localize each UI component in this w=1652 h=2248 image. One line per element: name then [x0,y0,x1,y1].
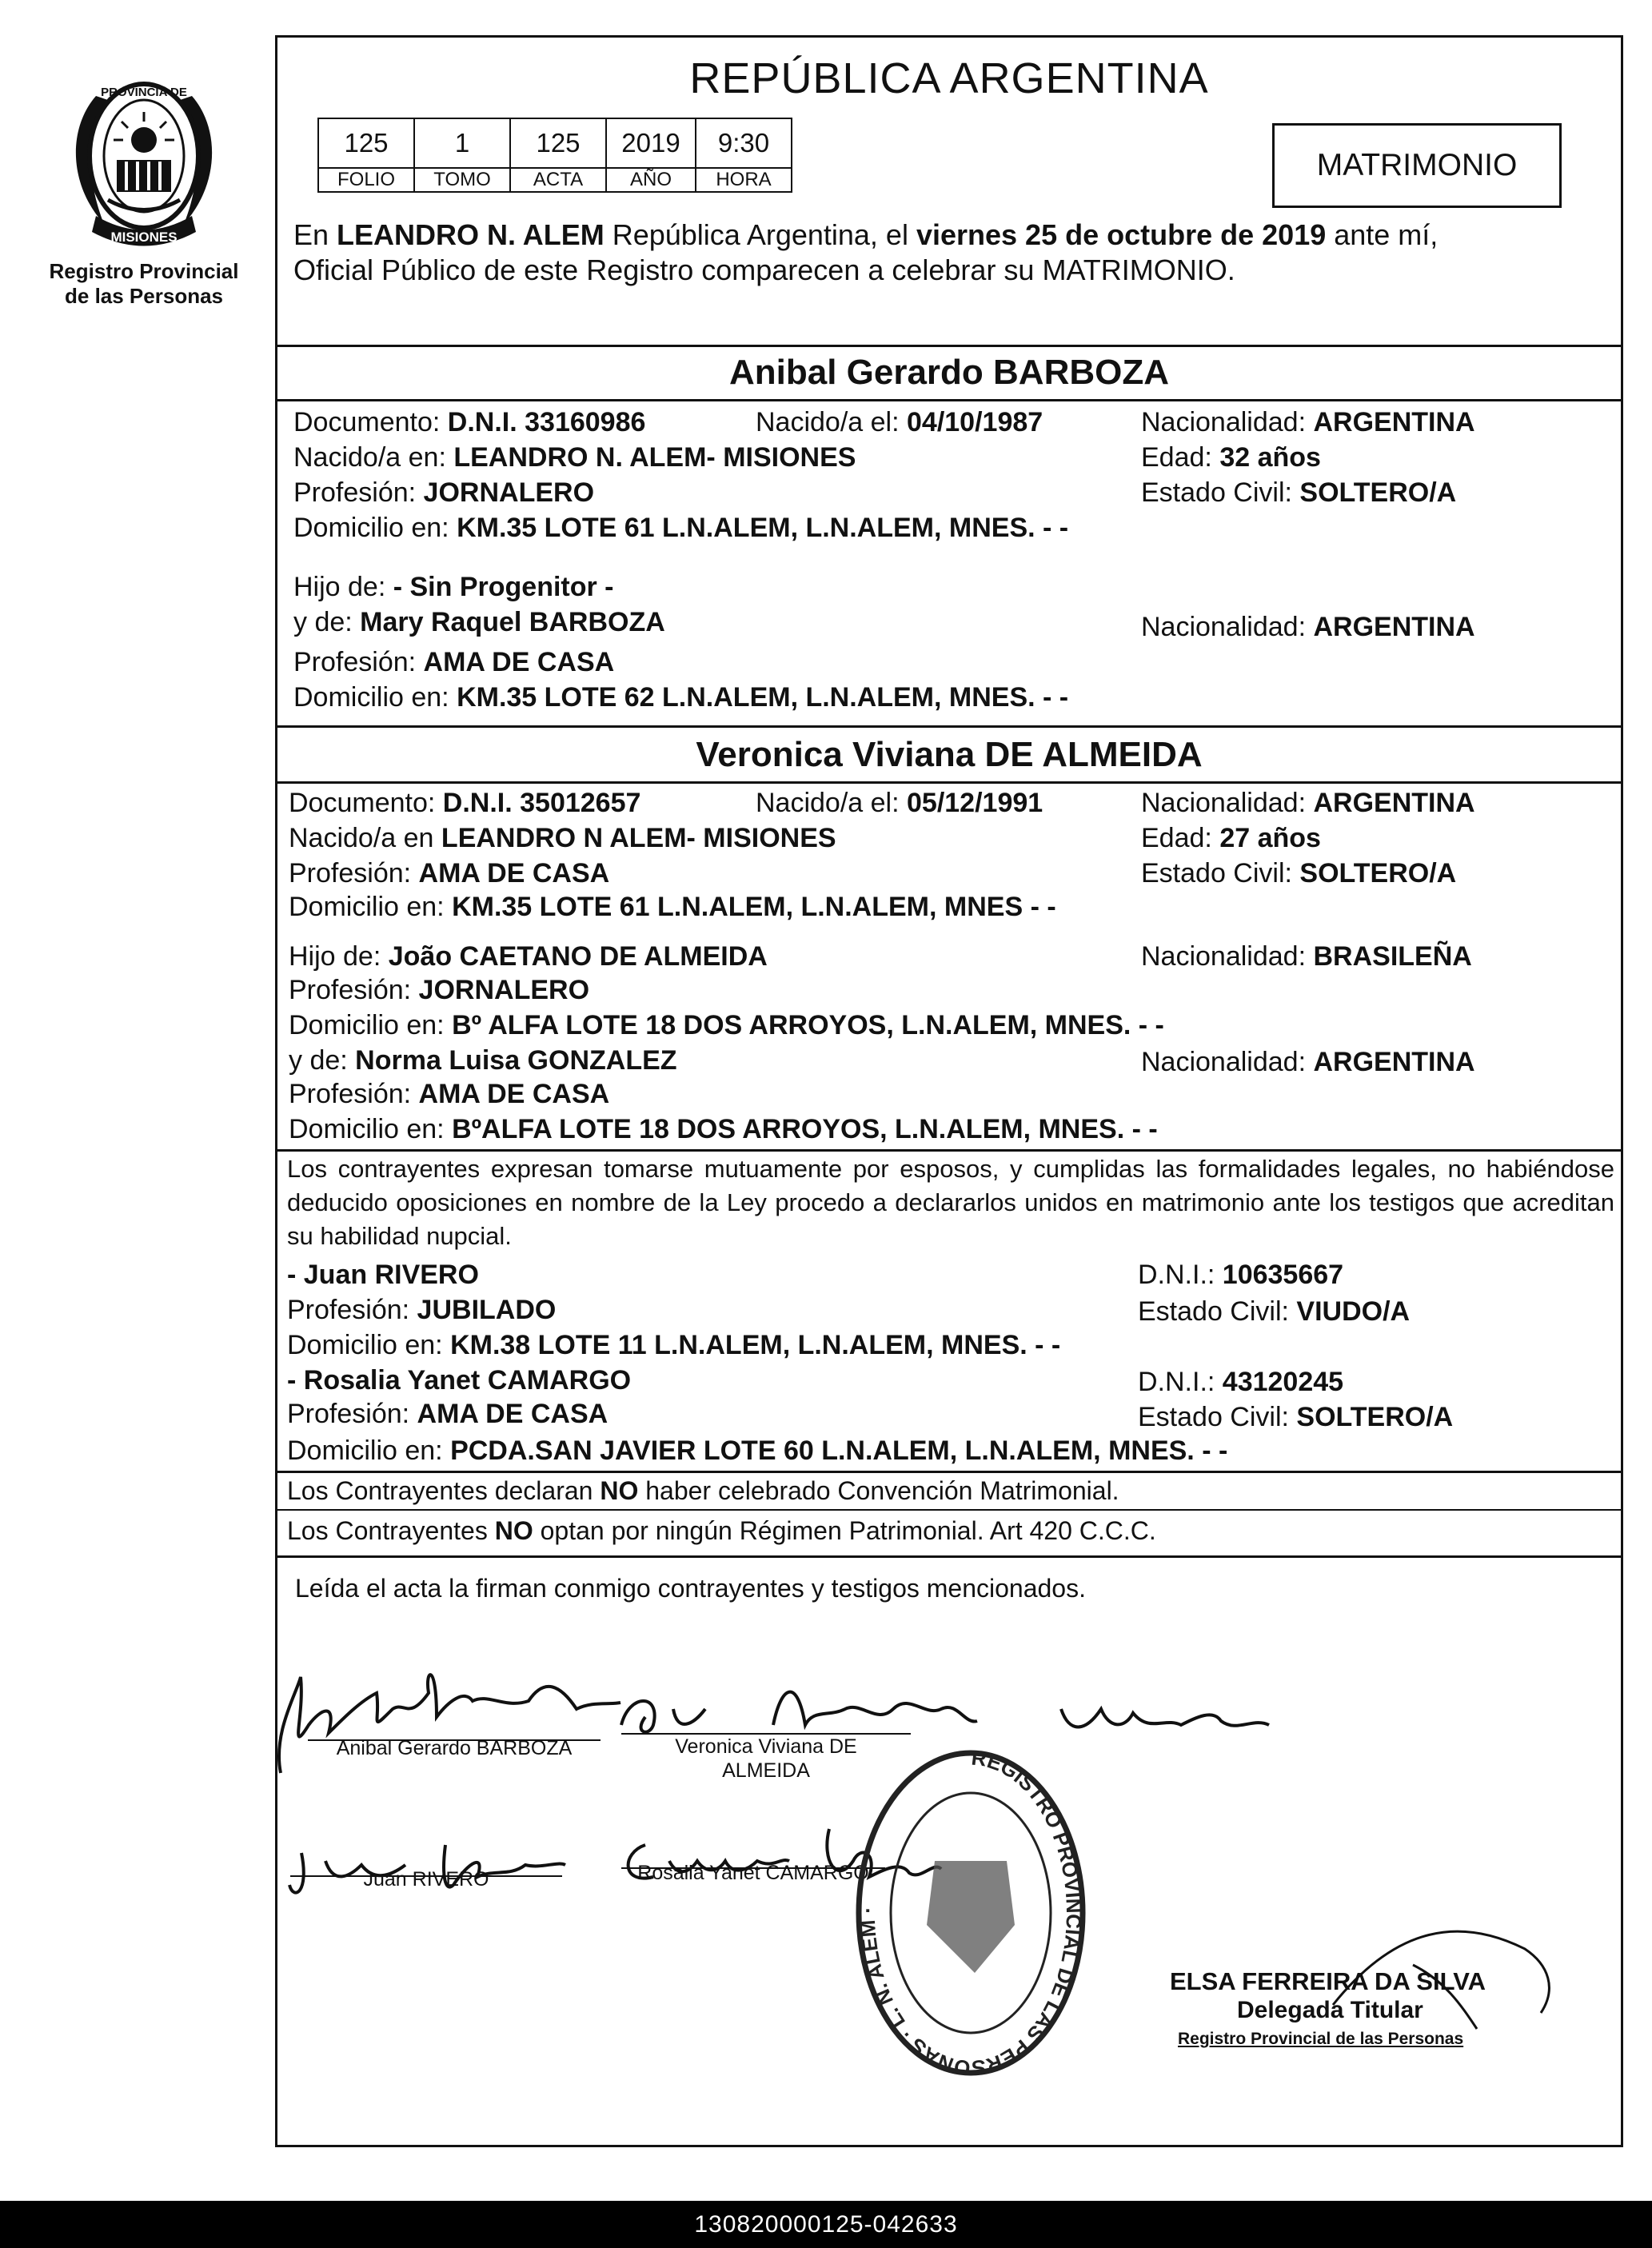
c1-padre [293,570,614,604]
c2-madre-dom [289,1112,1158,1146]
convencion-l1-a: Los Contrayentes declaran [287,1476,601,1505]
c1-dom [293,511,1068,545]
divider [277,725,1621,728]
c1-madre-prof-label: Profesión: [293,647,417,677]
c1-madre-prof-value: AMA DE CASA [423,647,615,677]
testigo2-dom-value: PCDA.SAN JAVIER LOTE 60 L.N.ALEM, L.N.ALEM, MNES. - - [450,1435,1228,1466]
c2-nac [1141,786,1475,820]
testigo1-name [287,1258,479,1292]
c1-prof-label: Profesión: [293,477,417,508]
c1-dom-value: KM.35 LOTE 61 L.N.ALEM, L.N.ALEM, MNES. - - [457,513,1069,543]
registro-caption-line1: Registro Provincial [49,259,239,283]
oficial-cargo: Delegada Titular [1237,1997,1423,2023]
c1-padre-label: Hijo de: [293,572,386,602]
c2-madre-prof-value: AMA DE CASA [418,1079,610,1109]
c2-edad-value: 27 años [1219,823,1321,853]
c2-madre-prof [289,1077,609,1111]
c1-madre [293,605,665,639]
c1-prof [293,476,594,509]
c2-madre-nac-value: ARGENTINA [1313,1047,1475,1077]
c2-dom-label: Domicilio en: [289,892,445,922]
document-code: 130820000125-042633 [694,2210,958,2238]
c1-place-value: LEANDRO N. ALEM- MISIONES [453,442,856,473]
seal-text-bottom: MISIONES [110,230,178,245]
c1-madre-value: Mary Raquel BARBOZA [360,607,665,637]
testigo2-dom-label: Domicilio en: [287,1435,443,1466]
tomo-value: 1 [414,118,510,168]
intro-line2: Oficial Público de este Registro comparecen a celebrar su MATRIMONIO. [293,254,1235,286]
c1-edad-value: 32 años [1219,442,1321,473]
registro-caption [48,259,240,309]
c2-edad-label: Edad: [1141,823,1212,853]
convencion-l1-no: NO [600,1476,639,1505]
testigo1-dom [287,1328,1060,1362]
anio-value: 2019 [606,118,696,168]
c1-birth-label: Nacido/a el: [756,407,900,437]
c2-padre-value: João CAETANO DE ALMEIDA [388,941,768,972]
testigo1-civil [1138,1295,1410,1328]
divider [277,1555,1621,1558]
c1-madre-label: y de: [293,607,353,637]
c2-place [289,821,836,855]
folio-value: 125 [318,118,414,168]
testigo1-dni-label: D.N.I.: [1138,1260,1215,1290]
registro-caption-line2: de las Personas [65,284,223,308]
c1-prof-value: JORNALERO [423,477,595,508]
cierre-text: Leída el acta la firman conmigo contrayentes y testigos mencionados. [295,1574,1086,1603]
c2-edad [1141,821,1321,855]
document-code-bar [0,2201,1652,2248]
testigo1-civil-value: VIUDO/A [1296,1296,1411,1327]
testigo1-name-value: - Juan RIVERO [287,1260,479,1290]
convencion-l2-no: NO [494,1516,533,1545]
declaracion-text: Los contrayentes expresan tomarse mutuamente por esposos, y cumplidas las formalidades legales, no habiéndose deducido oposiciones en nombre de la Ley procedo a declararlos unidos en matrimonio ante los testigos que acreditan su habilidad nupcial. [287,1155,1614,1250]
divider [277,1509,1621,1511]
intro-city: LEANDRO N. ALEM [337,218,605,251]
c1-civil-label: Estado Civil: [1141,477,1292,508]
c1-madre-nac-value: ARGENTINA [1313,612,1475,642]
registro-logo [48,64,240,328]
c1-madre-dom [293,681,1068,714]
c1-nac-value: ARGENTINA [1313,407,1475,437]
c2-prof [289,856,609,890]
c2-civil-label: Estado Civil: [1141,858,1292,888]
folio-label: FOLIO [318,168,414,192]
c1-nac [1141,405,1475,439]
coat-of-arms-icon [64,64,224,256]
c2-madre-dom-value: BºALFA LOTE 18 DOS ARROYOS, L.N.ALEM, MNES. - - [452,1114,1158,1144]
c1-doc-value: D.N.I. 33160986 [447,407,646,437]
divider [277,1149,1621,1152]
intro-p2: República Argentina, el [604,218,916,251]
c2-dom [289,890,1056,924]
c1-birth [756,405,1043,439]
c2-doc-value: D.N.I. 35012657 [442,788,641,818]
c2-doc-label: Documento: [289,788,436,818]
c2-madre-prof-label: Profesión: [289,1079,412,1109]
c2-madre [289,1044,677,1077]
c2-madre-label: y de: [289,1045,348,1076]
c1-edad [1141,441,1321,474]
testigo1-dni-value: 10635667 [1222,1260,1344,1290]
c2-madre-dom-label: Domicilio en: [289,1114,445,1144]
registry-stamp [847,1741,1095,2093]
c2-prof-label: Profesión: [289,858,412,888]
divider [277,399,1621,401]
divider [277,345,1621,347]
tomo-label: TOMO [414,168,510,192]
c1-madre-dom-value: KM.35 LOTE 62 L.N.ALEM, L.N.ALEM, MNES. - - [457,682,1069,713]
intro-p3: ante mí, [1326,218,1439,251]
divider [277,781,1621,784]
c1-madre-nac [1141,610,1475,644]
c1-doc [293,405,645,439]
testigo2-dom [287,1434,1227,1467]
c2-padre [289,940,768,973]
signature-caption-dealmeida-line2: ALMEIDA [722,1759,810,1782]
testigo1-prof [287,1293,556,1327]
testigo2-dni-value: 43120245 [1222,1367,1344,1397]
c1-nac-label: Nacionalidad: [1141,407,1307,437]
c2-civil-value: SOLTERO/A [1299,858,1457,888]
c1-madre-dom-label: Domicilio en: [293,682,449,713]
c2-doc [289,786,640,820]
anio-label: AÑO [606,168,696,192]
testigo1-prof-value: JUBILADO [417,1295,557,1325]
c2-padre-label: Hijo de: [289,941,381,972]
c2-nac-label: Nacionalidad: [1141,788,1307,818]
c2-padre-prof-value: JORNALERO [418,975,590,1005]
testigo1-civil-label: Estado Civil: [1138,1296,1289,1327]
c2-padre-dom-label: Domicilio en: [289,1010,445,1040]
oficial-org: Registro Provincial de las Personas [1178,2030,1464,2048]
signature-caption-rivero: Juan RIVERO [363,1868,489,1891]
convencion-l2-a: Los Contrayentes [287,1516,495,1545]
convencion-l2-b: optan por ningún Régimen Patrimonial. Art 420 C.C.C. [533,1516,1156,1545]
signature-caption-camargo: Rosalia Yanet CAMARGO [637,1862,869,1884]
c2-nac-value: ARGENTINA [1313,788,1475,818]
c1-madre-prof [293,645,614,679]
contrayente1-name: Anibal Gerardo BARBOZA [728,353,1170,392]
registry-table [317,118,792,193]
c2-padre-nac-value: BRASILEÑA [1313,941,1472,972]
c2-prof-value: AMA DE CASA [418,858,610,888]
seal-text-top: PROVINCIA DE [101,86,187,99]
c2-birth-label: Nacido/a el: [756,788,900,818]
c1-padre-value: - Sin Progenitor - [393,572,614,602]
testigo2-prof-value: AMA DE CASA [417,1399,609,1429]
intro-p1: En [293,218,337,251]
testigo1-dom-value: KM.38 LOTE 11 L.N.ALEM, L.N.ALEM, MNES. - - [450,1330,1061,1360]
c1-birth-value: 04/10/1987 [907,407,1043,437]
c1-place [293,441,856,474]
testigo2-dni-label: D.N.I.: [1138,1367,1215,1397]
signature-caption-dealmeida-line1: Veronica Viviana DE [675,1735,857,1758]
c2-padre-dom [289,1008,1164,1042]
signature-rivero [285,1821,573,1909]
testigo1-dni [1138,1258,1343,1292]
c2-place-value: LEANDRO N ALEM- MISIONES [441,823,836,853]
acta-frame [275,35,1623,2147]
convencion-line1 [287,1474,1119,1507]
c1-madre-nac-label: Nacionalidad: [1141,612,1307,642]
acta-value: 125 [510,118,606,168]
c1-civil [1141,476,1456,509]
acta-label: ACTA [510,168,606,192]
testigo2-prof [287,1397,608,1431]
convencion-l1-b: haber celebrado Convención Matrimonial. [638,1476,1119,1505]
testigo2-name-value: - Rosalia Yanet CAMARGO [287,1365,632,1396]
intro-date: viernes 25 de octubre de 2019 [916,218,1327,251]
c2-place-label: Nacido/a en [289,823,434,853]
c2-birth [756,786,1043,820]
testigo1-prof-label: Profesión: [287,1295,410,1325]
hora-label: HORA [696,168,792,192]
c2-padre-prof-label: Profesión: [289,975,412,1005]
c2-padre-dom-value: Bº ALFA LOTE 18 DOS ARROYOS, L.N.ALEM, MNES. - - [452,1010,1164,1040]
signature-caption-barboza: Anibal Gerardo BARBOZA [336,1737,573,1759]
testigo2-civil-value: SOLTERO/A [1296,1402,1454,1432]
c2-civil [1141,856,1456,890]
c2-padre-nac [1141,940,1472,973]
c2-dom-value: KM.35 LOTE 61 L.N.ALEM, L.N.ALEM, MNES - - [452,892,1056,922]
oficial-name: ELSA FERREIRA DA SILVA [1170,1967,1486,1995]
c1-edad-label: Edad: [1141,442,1212,473]
c1-place-label: Nacido/a en: [293,442,446,473]
c1-civil-value: SOLTERO/A [1299,477,1457,508]
testigo2-civil-label: Estado Civil: [1138,1402,1289,1432]
c2-madre-nac [1141,1045,1475,1079]
testigo2-dni [1138,1365,1343,1399]
c2-padre-nac-label: Nacionalidad: [1141,941,1307,972]
divider [277,1471,1621,1473]
contrayente2-name: Veronica Viviana DE ALMEIDA [696,735,1203,774]
c1-doc-label: Documento: [293,407,441,437]
document-title: REPÚBLICA ARGENTINA [689,54,1209,102]
testigo2-prof-label: Profesión: [287,1399,410,1429]
testigo2-name [287,1364,631,1397]
testigo1-dom-label: Domicilio en: [287,1330,443,1360]
c2-madre-nac-label: Nacionalidad: [1141,1047,1307,1077]
intro-line1 [293,218,1438,252]
convencion-line2 [287,1514,1156,1547]
hora-value: 9:30 [696,118,792,168]
c1-dom-label: Domicilio en: [293,513,449,543]
c2-madre-value: Norma Luisa GONZALEZ [355,1045,677,1076]
c2-birth-value: 05/12/1991 [907,788,1043,818]
c2-padre-prof [289,973,589,1007]
signature-barboza [265,1645,632,1781]
testigo2-civil [1138,1400,1453,1434]
stamp-ring-textpath: REGISTRO PROVINCIAL DE LAS PERSONAS · L. N. ALEM · [855,1745,1087,2081]
acta-type-box: MATRIMONIO [1272,123,1562,208]
